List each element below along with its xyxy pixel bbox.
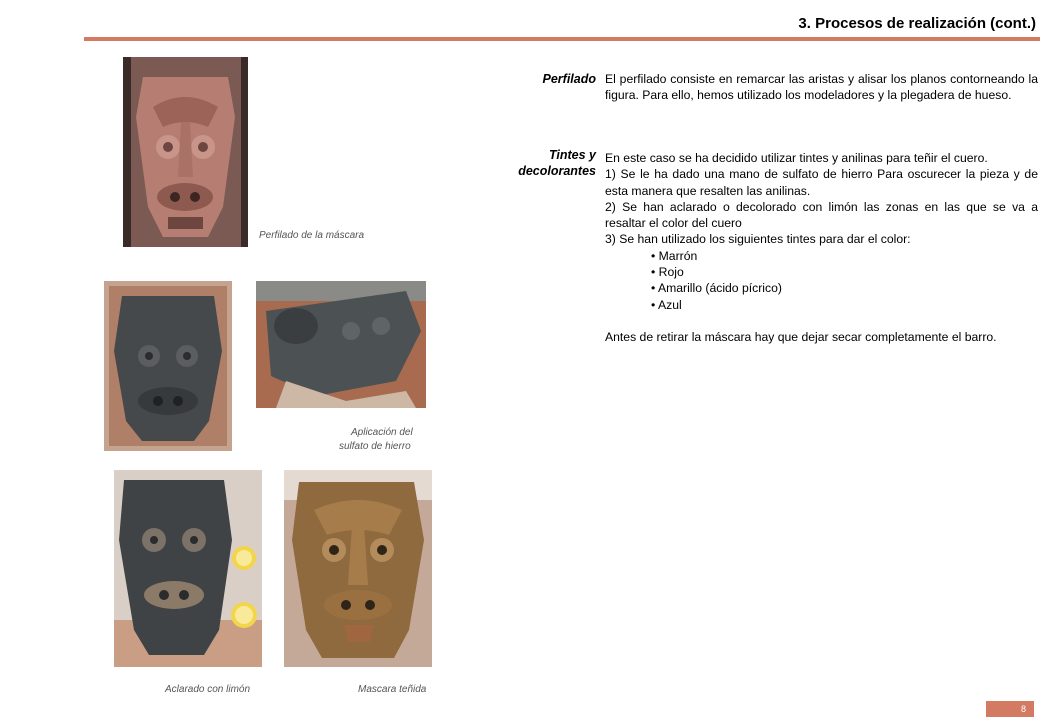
caption-aclarado: Aclarado con limón [165, 684, 251, 695]
tintes-text [605, 150, 1038, 345]
tint-bullet: • Rojo [651, 265, 684, 280]
page-title: 3. Procesos de realización (cont.) [798, 15, 1036, 32]
photo-aclarado-limon [114, 470, 262, 667]
photo-sulfato-lateral [256, 281, 426, 408]
section-label-tintes [480, 147, 596, 179]
caption-tenida: Mascara teñida [358, 684, 427, 695]
spacer [605, 313, 1038, 329]
perfilado-text [605, 71, 1038, 104]
caption-perfilado: Perfilado de la máscara [259, 230, 365, 241]
tint-bullet: • Amarillo (ácido pícrico) [651, 281, 782, 296]
tint-bullet: • Marrón [651, 248, 698, 263]
tintes-closing: Antes de retirar la máscara hay que dejar secar completamente el barro. [605, 329, 997, 344]
tintes-intro: En este caso se ha decidido utilizar tintes y anilinas para teñir el cuero. [605, 151, 988, 165]
header-divider [84, 37, 1040, 41]
photo-sulfato-frontal [104, 281, 232, 451]
perfilado-paragraph: El perfilado consiste en remarcar las aristas y alisar los planos contorneando la figura. Para ello, hemos utilizado los modeladores y la plegadera de hueso. [605, 72, 1038, 103]
photo-perfilado-mascara [123, 57, 248, 247]
tint-bullet: • Azul [651, 297, 682, 312]
tintes-step-3: 3) Se han utilizado los siguientes tintes para dar el color: [605, 232, 911, 247]
photo-mascara-tenida [284, 470, 432, 667]
caption-aplicacion-line1: Aplicación del [351, 427, 413, 438]
section-label-tintes-line1: Tintes y [548, 148, 596, 162]
tintes-step-2: 2) Se han aclarado o decolorado con limón las zonas en las que se va a resaltar el color del cuero [605, 199, 1038, 231]
section-label-perfilado: Perfilado [542, 72, 596, 86]
tintes-step-1: 1) Se le ha dado una mano de sulfato de hierro Para oscurecer la pieza y de esta manera que resalten las anilinas. [605, 167, 1038, 198]
caption-aplicacion-line2: sulfato de hierro [339, 441, 411, 452]
page-number: 8 [986, 701, 1034, 717]
section-label-tintes-line2: decolorantes [518, 164, 596, 178]
